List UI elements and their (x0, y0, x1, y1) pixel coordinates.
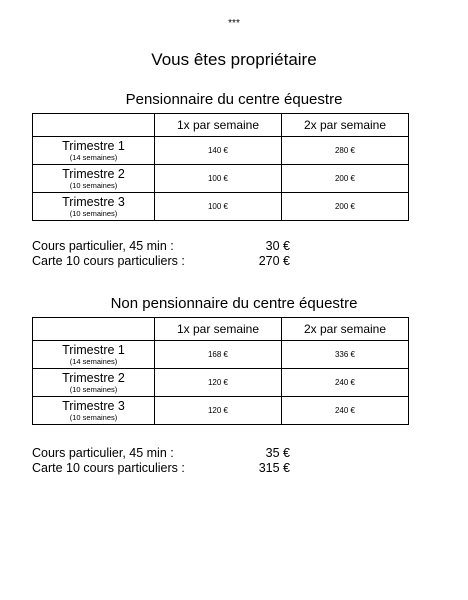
extras-pensionnaire (32, 239, 290, 269)
trimester-weeks: (10 semaines) (69, 208, 118, 218)
table-row (33, 369, 409, 397)
extra-value: 270 € (258, 254, 290, 268)
price-table-pensionnaire (32, 113, 409, 221)
empty-header-cell (33, 318, 155, 341)
trimester-weeks: (10 semaines) (69, 180, 118, 190)
trimester-name: Trimestre 2 (62, 166, 125, 181)
trimester-weeks: (14 semaines) (69, 356, 118, 366)
price-1x: 100 € (155, 165, 282, 193)
decorative-stars: *** (228, 18, 240, 29)
extra-row (32, 239, 290, 254)
column-header-1x: 1x par semaine (155, 318, 282, 341)
row-label-cell (33, 397, 155, 425)
empty-header-cell (33, 114, 155, 137)
table-row (33, 165, 409, 193)
price-1x: 168 € (155, 341, 282, 369)
row-label-cell (33, 369, 155, 397)
trimester-name: Trimestre 1 (62, 342, 125, 357)
extra-row (32, 461, 290, 476)
table-header-row (33, 114, 409, 137)
extra-value: 315 € (258, 461, 290, 475)
column-header-2x: 2x par semaine (282, 318, 409, 341)
price-2x: 336 € (282, 341, 409, 369)
price-2x: 280 € (282, 137, 409, 165)
row-label-cell (33, 341, 155, 369)
table-row (33, 341, 409, 369)
section-title-non-pensionnaire: Non pensionnaire du centre équestre (110, 295, 358, 312)
table-header-row (33, 318, 409, 341)
extra-row (32, 254, 290, 269)
column-header-2x: 2x par semaine (282, 114, 409, 137)
price-1x: 100 € (155, 193, 282, 221)
price-1x: 120 € (155, 397, 282, 425)
extra-row (32, 446, 290, 461)
extra-label: Cours particulier, 45 min : (32, 239, 174, 253)
extra-value: 35 € (265, 446, 290, 460)
price-2x: 240 € (282, 369, 409, 397)
table-row (33, 137, 409, 165)
extra-label: Carte 10 cours particuliers : (32, 254, 185, 268)
trimester-weeks: (14 semaines) (69, 152, 118, 162)
price-2x: 200 € (282, 165, 409, 193)
extra-label: Carte 10 cours particuliers : (32, 461, 185, 475)
price-1x: 120 € (155, 369, 282, 397)
trimester-name: Trimestre 1 (62, 138, 125, 153)
column-header-1x: 1x par semaine (155, 114, 282, 137)
price-1x: 140 € (155, 137, 282, 165)
price-table-non-pensionnaire (32, 317, 409, 425)
trimester-weeks: (10 semaines) (69, 412, 118, 422)
page-title: Vous êtes propriétaire (151, 50, 317, 69)
trimester-name: Trimestre 3 (62, 194, 125, 209)
extra-label: Cours particulier, 45 min : (32, 446, 174, 460)
extras-non-pensionnaire (32, 446, 290, 476)
row-label-cell (33, 165, 155, 193)
price-2x: 240 € (282, 397, 409, 425)
extra-value: 30 € (265, 239, 290, 253)
trimester-name: Trimestre 3 (62, 398, 125, 413)
trimester-weeks: (10 semaines) (69, 384, 118, 394)
table-row (33, 397, 409, 425)
price-2x: 200 € (282, 193, 409, 221)
section-title-pensionnaire: Pensionnaire du centre équestre (125, 91, 343, 108)
table-row (33, 193, 409, 221)
row-label-cell (33, 137, 155, 165)
trimester-name: Trimestre 2 (62, 370, 125, 385)
row-label-cell (33, 193, 155, 221)
